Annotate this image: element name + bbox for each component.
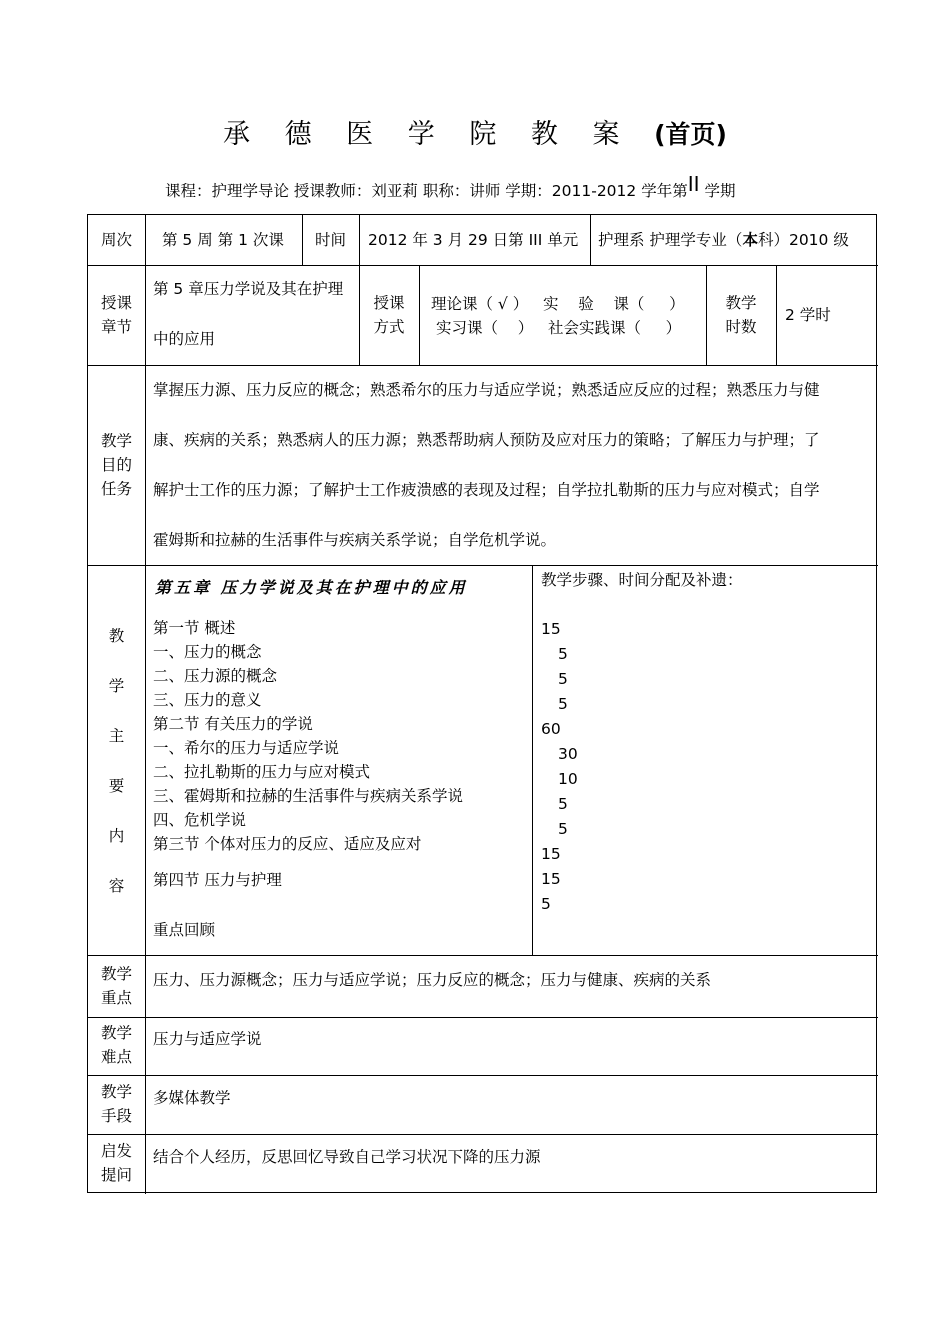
teaching-method-label: 授课 方式 [373, 294, 405, 336]
chapter-value-line-1: 第 5 章压力学说及其在护理 [153, 280, 344, 298]
semester-numeral: II [687, 172, 700, 196]
objectives-label: 教学 目的 任务 [100, 432, 132, 498]
chapter-heading: 第五章 压力学说及其在护理中的应用 [155, 578, 468, 597]
outline-item: 第二节 有关压力的学说 [153, 715, 313, 733]
chapter-label: 授课 章节 [100, 294, 132, 336]
teaching-means-label: 教学 手段 [100, 1083, 132, 1125]
objectives-text: 掌握压力源、压力反应的概念；熟悉希尔的压力与适应学说；熟悉适应反应的过程；熟悉压力与健 康、疾病的关系；熟悉病人的压力源；熟悉帮助病人预防及应对压力的策略；了解压力与护理；了 解护士工作的压力源；了解护士工作疲溃感的表现及过程；自学拉扎勒斯的压力与应对模式；自学 霍姆斯和拉赫的生活事件与疾病关系学说；自学危机学说。 [153, 381, 820, 549]
time-item: 60 [541, 720, 561, 738]
time-item: 10 [558, 770, 578, 788]
department-value: 护理系 护理学专业（本科）2010 级 [598, 231, 849, 249]
time-item: 15 [541, 845, 561, 863]
teaching-method-line-1: 理论课（ √ ） 实 验 课（ ） [431, 295, 685, 313]
heuristic-questions-label: 启发 提问 [100, 1142, 132, 1184]
time-item: 15 [541, 620, 561, 638]
time-allocation-list [541, 617, 578, 917]
time-item: 5 [541, 895, 551, 913]
outline-review: 重点回顾 [153, 921, 216, 939]
time-item: 15 [541, 870, 561, 888]
time-label: 时间 [314, 231, 346, 249]
time-value: 2012 年 3 月 29 日第 III 单元 [368, 231, 579, 249]
time-item: 5 [558, 670, 568, 688]
outline-item: 二、拉扎勒斯的压力与应对模式 [153, 763, 371, 781]
steps-heading: 教学步骤、时间分配及补遗： [541, 571, 743, 589]
outline-item: 一、希尔的压力与适应学说 [153, 739, 340, 757]
difficulties-label: 教学 难点 [100, 1024, 132, 1066]
time-item: 5 [558, 795, 568, 813]
teaching-method-line-2: 实习课（ ） 社会实践课（ ） [436, 319, 682, 337]
outline-item: 三、压力的意义 [153, 691, 262, 709]
chapter-value-line-2: 中的应用 [153, 330, 216, 348]
week-label: 周次 [100, 231, 132, 249]
week-value: 第 5 周 第 1 次课 [162, 231, 284, 249]
outline-section-4: 第四节 压力与护理 [153, 871, 282, 889]
document-title: 承 德 医 学 院 教 案 (首页) [223, 119, 727, 150]
teaching-hours-label: 教学 时数 [725, 294, 757, 336]
teaching-hours-value: 2 学时 [785, 306, 831, 324]
course-info-text: 课程：护理学导论 授课教师：刘亚莉 职称：讲师 学期：2011-2012 学年第 [165, 182, 688, 200]
outline-item: 一、压力的概念 [153, 643, 262, 661]
time-item: 5 [558, 820, 568, 838]
outline-item: 第三节 个体对压力的反应、适应及应对 [153, 835, 422, 853]
teaching-means-value: 多媒体教学 [153, 1089, 231, 1107]
course-info-line [165, 172, 736, 201]
course-info-suffix: 学期 [704, 182, 736, 200]
time-item: 5 [558, 695, 568, 713]
time-item: 5 [558, 645, 568, 663]
key-points-label: 教学 重点 [100, 965, 132, 1007]
time-item: 30 [558, 745, 578, 763]
outline-item: 二、压力源的概念 [153, 667, 278, 685]
outline-item: 四、危机学说 [153, 811, 247, 829]
content-outline [153, 616, 463, 856]
outline-item: 第一节 概述 [153, 619, 236, 637]
heuristic-questions-value: 结合个人经历，反思回忆导致自己学习状况下降的压力源 [153, 1148, 541, 1166]
difficulties-value: 压力与适应学说 [153, 1030, 262, 1048]
key-points-value: 压力、压力源概念；压力与适应学说；压力反应的概念；压力与健康、疾病的关系 [153, 971, 712, 989]
main-content-label: 教 学 主 要 内 容 [108, 627, 125, 895]
title-suffix: (首页) [654, 120, 727, 149]
lesson-plan-table [87, 214, 877, 1193]
outline-item: 三、霍姆斯和拉赫的生活事件与疾病关系学说 [153, 787, 464, 805]
